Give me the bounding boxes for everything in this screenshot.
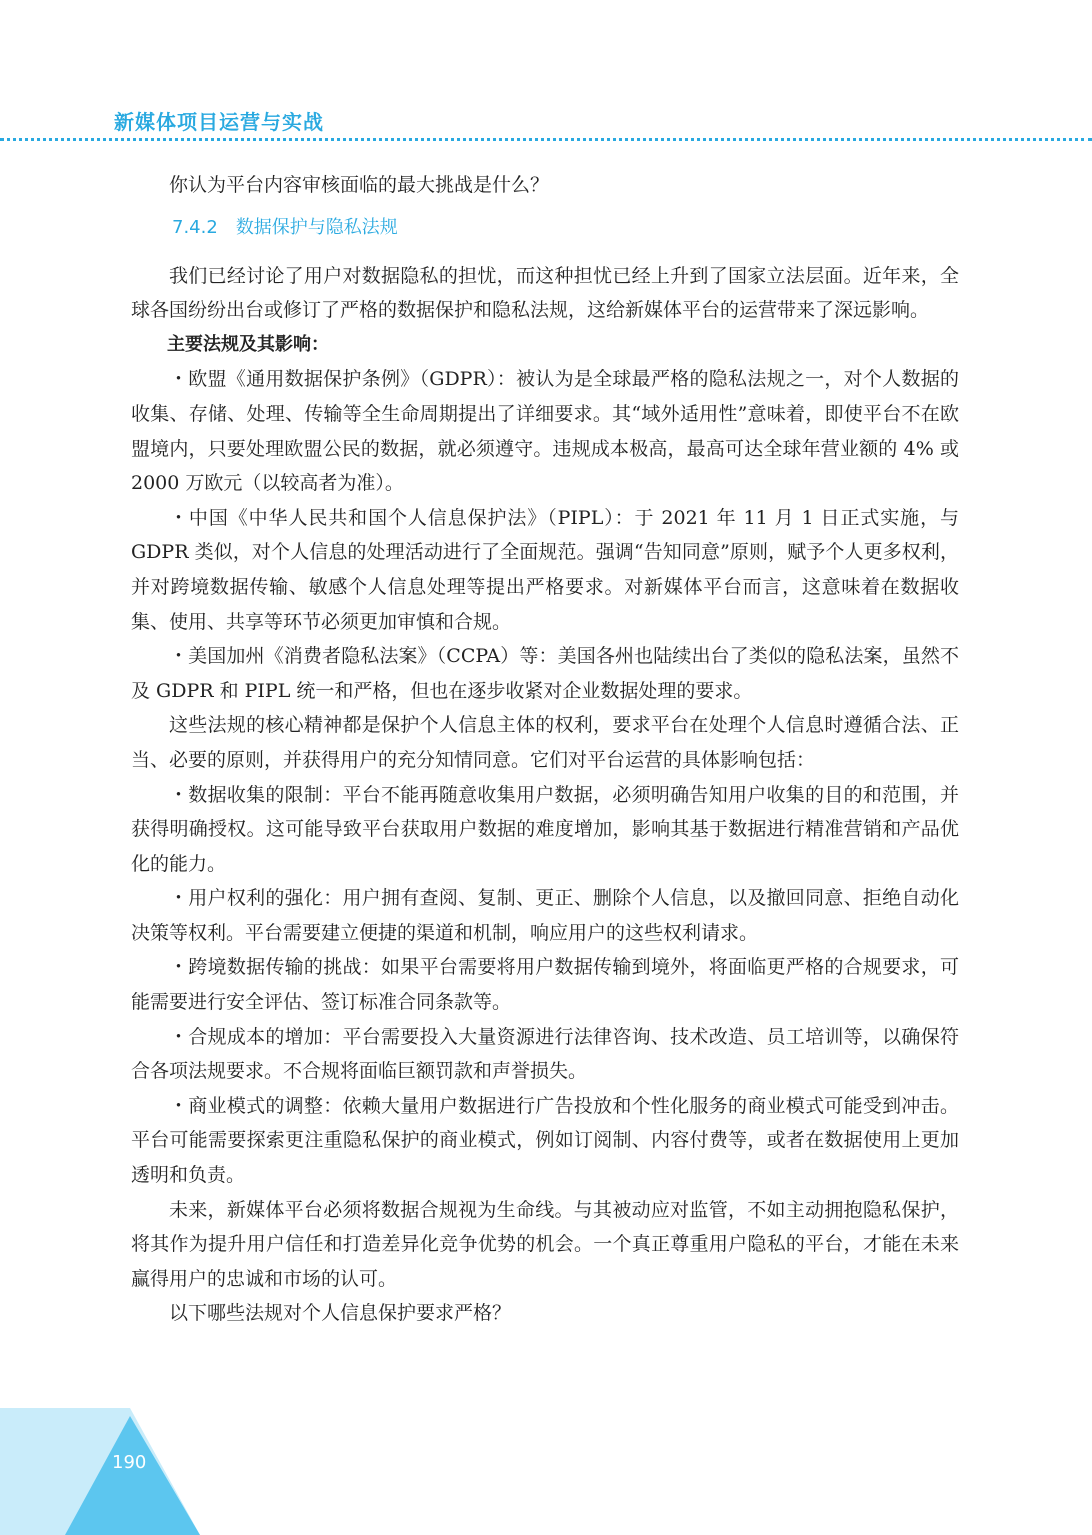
header-dotted-rule (0, 138, 1092, 141)
body-paragraph: 我们已经讨论了用户对数据隐私的担忧，而这种担忧已经上升到了国家立法层面。近年来，全球各国纷纷出台或修订了严格的数据保护和隐私法规，这给新媒体平台的运营带来了深远影响。 (131, 264, 959, 322)
question-paragraph: 以下哪些法规对个人信息保护要求严格？ (169, 1302, 512, 1325)
page-number: 190 (112, 1452, 147, 1473)
corner-triangle-decoration (0, 1380, 200, 1535)
body-paragraph: 这些法规的核心精神都是保护个人信息主体的权利，要求平台在处理个人信息时遵循合法、正当、必要的原则，并获得用户的充分知情同意。它们对平台运营的具体影响包括： (131, 714, 959, 771)
body-paragraph: 未来，新媒体平台必须将数据合规视为生命线。与其被动应对监管，不如主动拥抱隐私保护，将其作为提升用户信任和打造差异化竞争优势的机会。一个真正尊重用户隐私的平台，才能在未来赢得用户的忠诚和市场的认可。 (131, 1198, 959, 1290)
page-body (131, 168, 959, 1331)
section-title: 数据保护与隐私法规 (235, 216, 398, 238)
question-paragraph: 你认为平台内容审核面临的最大挑战是什么？ (169, 174, 550, 196)
bullet-paragraph: ・跨境数据传输的挑战：如果平台需要将用户数据传输到境外，将面临更严格的合规要求，可能需要进行安全评估、签订标准合同条款等。 (131, 956, 959, 1014)
bullet-paragraph: ・商业模式的调整：依赖大量用户数据进行广告投放和个性化服务的商业模式可能受到冲击。平台可能需要探索更注重隐私保护的商业模式，例如订阅制、内容付费等，或者在数据使用上更加透明和负责。 (131, 1094, 959, 1187)
bullet-paragraph: ・数据收集的限制：平台不能再随意收集用户数据，必须明确告知用户收集的目的和范围，并获得明确授权。这可能导致平台获取用户数据的难度增加，影响其基于数据进行精准营销和产品优化的能力。 (131, 783, 959, 875)
subheading: 主要法规及其影响： (167, 333, 329, 355)
bullet-paragraph: ・用户权利的强化：用户拥有查阅、复制、更正、删除个人信息，以及撤回同意、拒绝自动化决策等权利。平台需要建立便捷的渠道和机制，响应用户的这些权利请求。 (131, 887, 959, 944)
bullet-paragraph: ・合规成本的增加：平台需要投入大量资源进行法律咨询、技术改造、员工培训等，以确保符合各项法规要求。不合规将面临巨额罚款和声誉损失。 (131, 1025, 959, 1083)
running-header-title: 新媒体项目运营与实战 (114, 110, 324, 134)
section-number: 7.4.2 (172, 216, 218, 238)
section-heading (131, 211, 959, 245)
bullet-paragraph: ・美国加州《消费者隐私法案》（CCPA）等：美国各州也陆续出台了类似的隐私法案，虽然不及 GDPR 和 PIPL 统一和严格，但也在逐步收紧对企业数据处理的要求。 (131, 645, 959, 702)
bullet-paragraph: ・欧盟《通用数据保护条例》（GDPR）：被认为是全球最严格的隐私法规之一，对个人数据的收集、存储、处理、传输等全生命周期提出了详细要求。其“域外适用性”意味着，即使平台不在欧盟境内，只要处理欧盟公民的数据，就必须遵守。违规成本极高，最高可达全球年营业额的 4% 或 2000 万欧元（以较高者为准）。 (131, 368, 959, 495)
bullet-paragraph: ・中国《中华人民共和国个人信息保护法》（PIPL）：于 2021 年 11 月 1 日正式实施，与 GDPR 类似，对个人信息的处理活动进行了全面规范。强调“告知同意”原则，赋予个人更多权利，并对跨境数据传输、敏感个人信息处理等提出严格要求。对新媒体平台而言，这意味着在数据收集、使用、共享等环节必须更加审慎和合规。 (131, 506, 959, 633)
